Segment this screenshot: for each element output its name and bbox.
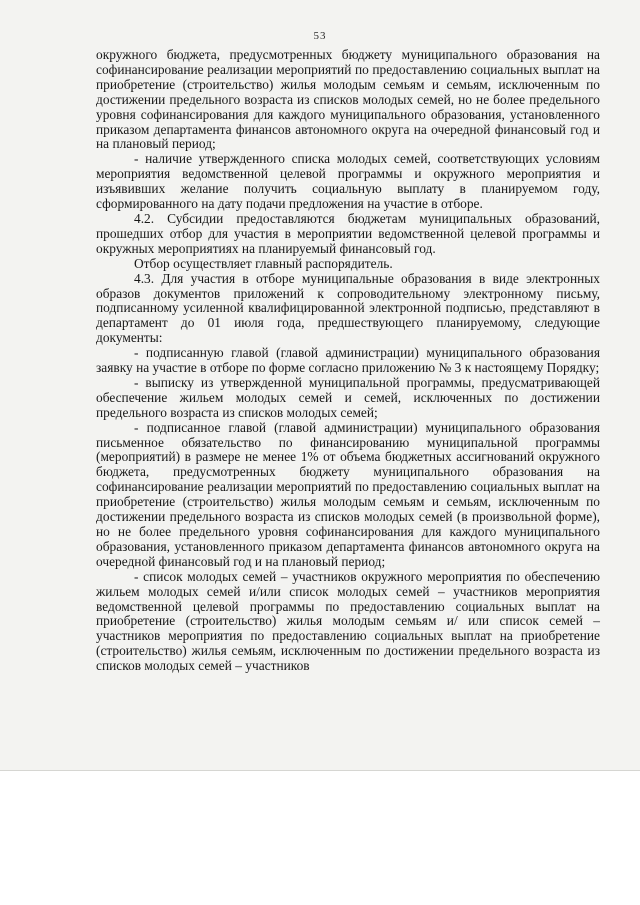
paragraph-3: 4.2. Субсидии предоставляются бюджетам муниципальных образований, прошедших отбор для участия в мероприятии ведомственной целевой программы и окружных мероприятиях на планируемый финансовый год. <box>96 210 600 256</box>
paragraph-4: Отбор осуществляет главный распорядитель. <box>134 255 393 271</box>
paragraph-8: - подписанное главой (главой администрации) муниципального образования письменное обязательство по финансированию муниципальной программы (мероприятий) в размере не менее 1% от объема бюджетных ассигнований окружного бюджета, предусмотренных бюджету муниципального образования на софинансирование реализации мероприятий по предоставлению социальных выплат на приобретение (строительство) жилья молодым семьям и семьям, исключенным по достижении предельного возраста из списков молодых семей (в произвольной форме), но не более предельного уровня софинансирования для каждого муниципального образования, установленного приказом департамента финансов автономного округа на очередной финансовый год и на плановый период; <box>96 419 600 569</box>
page-number: 53 <box>313 30 327 42</box>
blank-margin <box>0 771 640 905</box>
paragraph-5: 4.3. Для участия в отборе муниципальные образования в виде электронных образов документов приложений к сопроводительному электронному письму, подписанному усиленной квалифицированной электронной подписью, представляют в департамент до 01 июля года, предшествующего планируемому, следующие документы: <box>96 270 600 346</box>
document-body <box>96 48 600 674</box>
paragraph-7: - выписку из утвержденной муниципальной программы, предусматривающей обеспечение жильем молодых семей и семей, исключенных по достижении предельного возраста из списков молодых семей; <box>96 374 600 420</box>
paragraph-1: окружного бюджета, предусмотренных бюджету муниципального образования на софинансирование реализации мероприятий по предоставлению социальных выплат на приобретение (строительство) жилья молодым семьям и семьям, исключенным по достижении предельного возраста из списков молодых семей, но не более предельного уровня софинансирования для каждого муниципального образования, установленного приказом департамента финансов автономного округа на очередной финансовый год и на плановый период; <box>96 47 600 152</box>
paragraph-9: - список молодых семей – участников окружного мероприятия по обеспечению жильем молодых семей и/или список молодых семей – участников мероприятия ведомственной целевой программы по предоставлению социальных выплат на приобретение (строительство) жилья молодым семьям и/ или список семей – участников мероприятия по предоставлению социальных выплат на приобретение (строительство) жилья семьям, исключенным по достижении предельного возраста из списков молодых семей – участников <box>96 568 600 674</box>
paragraph-6: - подписанную главой (главой администрации) муниципального образования заявку на участие в отборе по форме согласно приложению № 3 к настоящему Порядку; <box>96 345 600 376</box>
paragraph-2: - наличие утвержденного списка молодых семей, соответствующих условиям мероприятия ведомственной целевой программы и окружного мероприятия и изъявивших желание получить социальную выплату в планируемом году, сформированного на дату подачи предложения на участие в отборе. <box>96 151 600 212</box>
